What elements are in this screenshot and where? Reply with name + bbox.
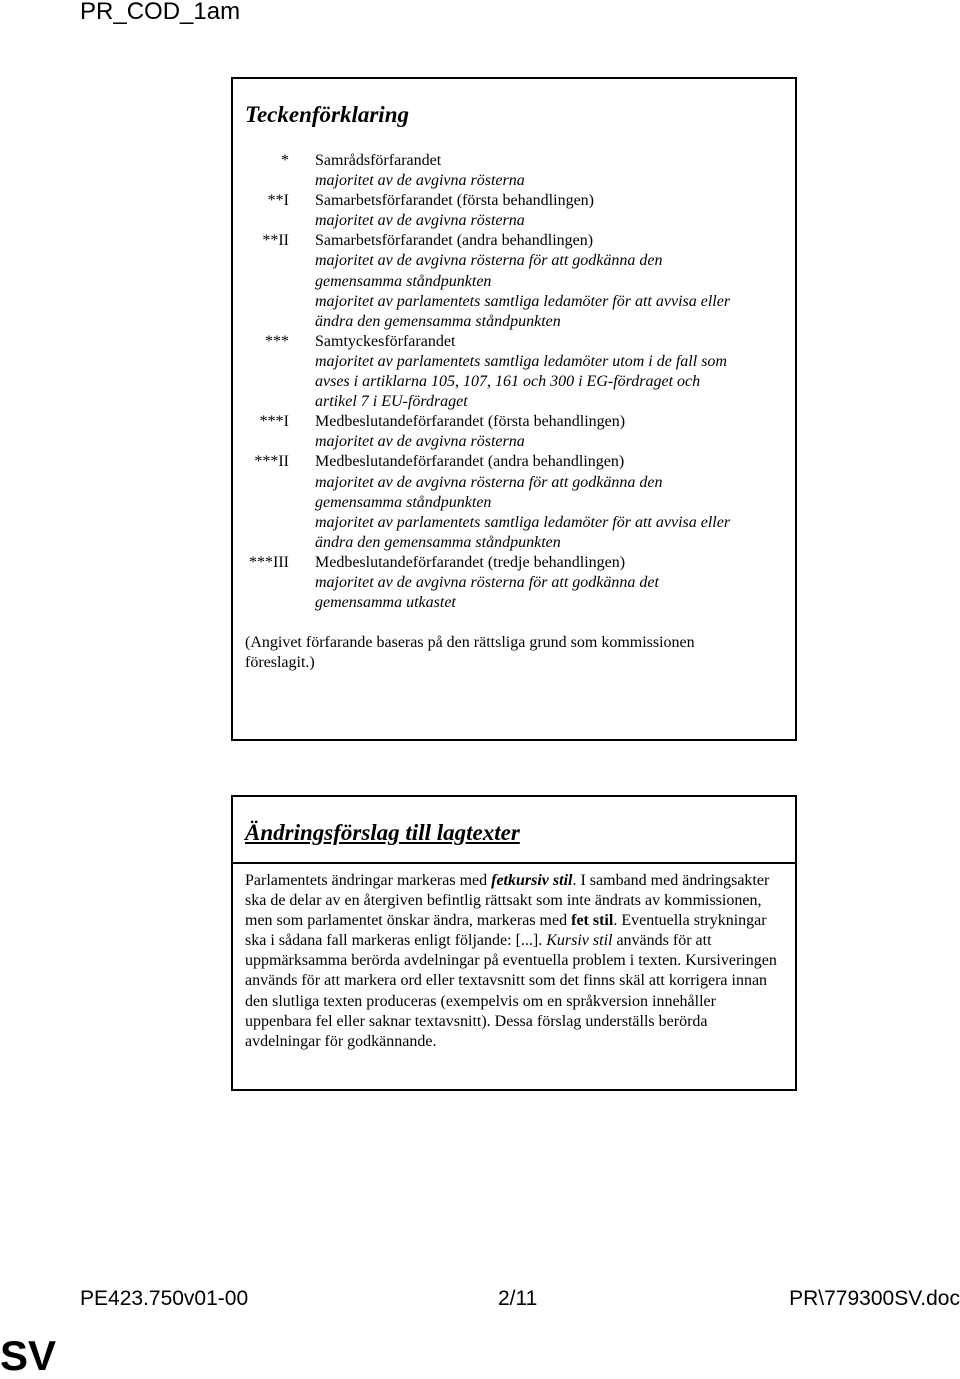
legend-majority-rule: majoritet av parlamentets samtliga ledamöter för att avvisa eller [315,292,731,310]
legend-title: Teckenförklaring [245,102,409,127]
legend-majority-rule: gemensamma utkastet [315,594,456,612]
legend-procedure-name: Medbeslutandeförfarandet (första behandlingen) [315,413,626,431]
legend-symbol: * [281,152,289,169]
legend-symbol: ***I [259,413,289,431]
legend-symbol: **I [267,192,289,210]
legend-item [233,412,793,452]
legend-symbol: *** [265,332,289,350]
amendments-text-3: . Eventuella strykningar ska i sådana fall markeras enligt följande: [...]. [245,912,767,950]
legend-symbol: ***III [249,553,289,571]
amendments-text-4: används för att uppmärksamma berörda avdelningar på eventuella problem i texten. Kursiveringen används för att markera ord eller textavsnitt som det finns skäl att korrigera innan den slutliga texten produceras (exempelvis om en språkversion innehåller uppenbara fel eller saknar textavsnitt). Dessa förslag underställs berörda avdelningar för godkännande. [245,932,777,1050]
legend-procedure-name: Samtyckesförfarandet [315,332,456,350]
document-code: PR_COD_1am [80,0,241,25]
legend-description [315,151,775,191]
legend-item [233,231,793,331]
amendments-body [245,871,785,1052]
amendments-title: Ändringsförslag till lagtexter [245,820,520,845]
amendments-bold-sample: fet stil [571,912,614,930]
legend-description [315,231,775,331]
legend-note: (Angivet förfarande baseras på den rättsliga grund som kommissionen föreslagit.) [245,634,695,671]
footer-filename: PR\779300SV.doc [789,1287,960,1310]
legend-description [315,553,775,613]
language-code: SV [0,1332,57,1379]
amendments-divider [233,862,795,864]
legend-procedure-name: Samarbetsförfarandet (andra behandlingen) [315,232,594,250]
legend-majority-rule: gemensamma ståndpunkten [315,493,492,511]
legend-box [231,77,797,741]
legend-item [233,191,793,231]
footer-reference: PE423.750v01-00 [80,1287,249,1310]
amendments-text-2: . I samband med ändringsakter ska de delar av en återgiven befintlig rättsakt som inte ändrats av kommissionen, men som parlamentet önskar ändra, markeras med [245,872,770,930]
legend-item [233,151,793,191]
legend-majority-rule: majoritet av de avgivna rösterna [315,172,525,190]
legend-item [233,553,793,613]
legend-majority-rule: majoritet av de avgivna rösterna [315,433,525,451]
legend-item [233,332,793,412]
legend-description [315,191,775,231]
footer-page-number: 2/11 [498,1287,538,1310]
legend-description [315,332,775,412]
legend-majority-rule: majoritet av de avgivna rösterna för att godkänna den [315,252,663,270]
amendments-italic-sample: Kursiv stil [546,932,613,950]
legend-procedure-name: Medbeslutandeförfarandet (andra behandlingen) [315,453,625,471]
legend-description [315,452,775,552]
legend-majority-rule: artikel 7 i EU-fördraget [315,393,468,411]
legend-description [315,412,775,452]
legend-majority-rule: majoritet av de avgivna rösterna för att godkänna det [315,573,659,591]
amendments-bold-italic-sample: fetkursiv stil [491,872,573,889]
legend-majority-rule: avses i artiklarna 105, 107, 161 och 300 i EG-fördraget och [315,373,701,391]
legend-procedure-name: Samrådsförfarandet [315,152,442,169]
amendments-box [231,795,797,1091]
legend-item [233,452,793,552]
legend-majority-rule: ändra den gemensamma ståndpunkten [315,533,561,551]
legend-majority-rule: majoritet av de avgivna rösterna för att godkänna den [315,473,663,491]
legend-majority-rule: majoritet av parlamentets samtliga ledamöter utom i de fall som [315,352,727,370]
legend-majority-rule: ändra den gemensamma ståndpunkten [315,312,561,330]
legend-procedure-name: Samarbetsförfarandet (första behandlingen) [315,192,594,210]
amendments-text-1: Parlamentets ändringar markeras med [245,872,492,889]
legend-symbol: ***II [254,453,289,471]
legend-procedure-name: Medbeslutandeförfarandet (tredje behandlingen) [315,553,626,571]
legend-majority-rule: majoritet av parlamentets samtliga ledamöter för att avvisa eller [315,513,731,531]
legend-list [233,151,793,613]
legend-majority-rule: majoritet av de avgivna rösterna [315,212,525,230]
legend-symbol: **II [262,232,289,250]
legend-majority-rule: gemensamma ståndpunkten [315,272,492,290]
